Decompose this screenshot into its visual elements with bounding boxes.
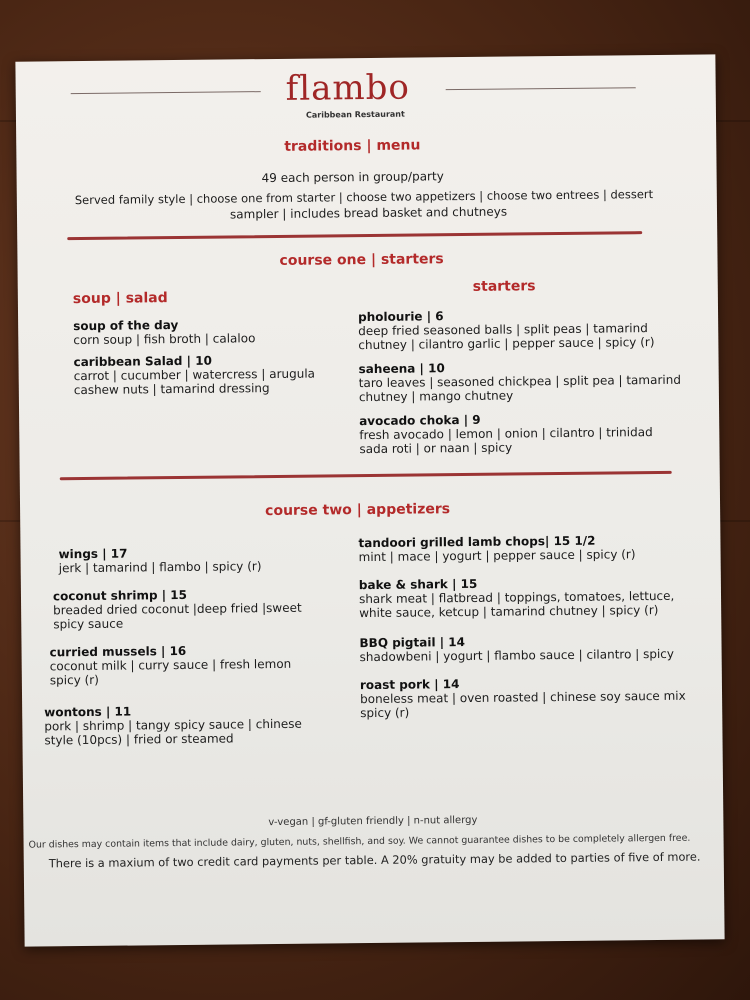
menu-item-desc: jerk | tamarind | flambo | spicy (r): [58, 559, 262, 576]
menu-item-desc: carrot | cucumber | watercress | arugula: [73, 366, 316, 384]
service-description-2: sampler | includes bread basket and chutneys: [229, 204, 508, 222]
menu-item-desc: fresh avocado | lemon | onion | cilantro | trinidad: [359, 425, 653, 443]
menu-item-name: caribbean Salad | 10: [73, 353, 212, 370]
soup-salad-heading: soup | salad: [72, 290, 168, 308]
menu-item-desc: chutney | mango chutney: [358, 388, 514, 405]
menu-item-desc: breaded dried coconut |deep fried |sweet: [53, 600, 302, 618]
menu-item: [359, 359, 682, 404]
course-one-title: course one | starters: [279, 251, 444, 269]
menu-item-name: BBQ pigtail | 14: [359, 635, 466, 651]
menu-item: [53, 587, 302, 632]
menu-item-desc: spicy (r): [360, 705, 410, 721]
menu-item-name: coconut shrimp | 15: [52, 587, 188, 604]
section-divider: [67, 231, 642, 240]
menu-item-name: soup of the day: [73, 317, 179, 334]
menu-item-desc: corn soup | fish broth | calaloo: [73, 331, 256, 348]
menu-item: [44, 703, 302, 748]
header-rule-right: [446, 87, 636, 90]
menu-item: [73, 317, 255, 347]
menu-item-name: wontons | 11: [44, 704, 132, 720]
menu-item-desc: taro leaves | seasoned chickpea | split pea | tamarind: [358, 372, 681, 391]
dietary-legend: v-vegan | gf-gluten friendly | n-nut allergy: [268, 814, 478, 829]
course-two-title: course two | appetizers: [265, 501, 451, 520]
logo: flambo: [285, 67, 411, 109]
menu-item-desc: boneless meat | oven roasted | chinese soy sauce mix: [360, 688, 686, 707]
logo-subtitle: Caribbean Restaurant: [305, 109, 405, 120]
price-line: 49 each person in group/party: [261, 169, 444, 186]
menu-item-name: curried mussels | 16: [49, 643, 187, 660]
menu-item: [359, 575, 675, 620]
menu-item-desc: mint | mace | yogurt | pepper sauce | spicy (r): [358, 547, 636, 565]
menu-item: [58, 545, 261, 575]
starters-heading: starters: [472, 278, 536, 295]
menu-sheet: [15, 54, 724, 946]
menu-item-desc: shark meat | flatbread | toppings, tomatoes, lettuce,: [358, 588, 675, 607]
menu-item-desc: sada roti | or naan | spicy: [359, 440, 513, 457]
menu-item-desc: cashew nuts | tamarind dressing: [73, 381, 270, 398]
menu-item: [359, 411, 653, 456]
menu-item-desc: pork | shrimp | tangy spicy sauce | chinese: [44, 716, 302, 734]
menu-item-desc: chutney | cilantro garlic | pepper sauce | spicy (r): [358, 335, 655, 353]
menu-item-desc: style (10pcs) | fried or steamed: [44, 731, 234, 748]
section-divider: [60, 471, 672, 480]
menu-item-desc: shadowbeni | yogurt | flambo sauce | cilantro | spicy: [359, 646, 675, 665]
menu-item: [358, 307, 655, 352]
menu-item-name: avocado choka | 9: [359, 412, 481, 429]
service-description: Served family style | choose one from starter | choose two appetizers | choose two entrees | dessert: [74, 187, 654, 208]
menu-item: [359, 633, 674, 664]
menu-item: [49, 643, 291, 688]
menu-item-name: saheena | 10: [358, 361, 445, 377]
menu-title: traditions | menu: [284, 137, 421, 155]
header-rule-left: [71, 91, 261, 94]
menu-item-name: roast pork | 14: [359, 677, 460, 693]
menu-item-name: bake & shark | 15: [358, 576, 478, 593]
allergen-notice: Our dishes may contain items that include dairy, gluten, nuts, shellfish, and soy. We cannot guarantee dishes to be completely allergen free.: [28, 832, 691, 851]
menu-item-desc: spicy sauce: [53, 616, 124, 632]
menu-item: [358, 533, 635, 564]
menu-item: [73, 353, 315, 398]
menu-item-name: pholourie | 6: [358, 309, 444, 325]
menu-item-desc: white sauce, ketcup | tamarind chutney | spicy (r): [359, 602, 659, 621]
menu-item-name: wings | 17: [58, 546, 128, 562]
menu-item-desc: coconut milk | curry sauce | fresh lemon: [49, 656, 292, 674]
menu-item: [360, 675, 686, 720]
menu-item-desc: spicy (r): [49, 672, 99, 688]
menu-item-desc: deep fried seasoned balls | split peas | tamarind: [358, 321, 648, 339]
payment-notice: There is a maxium of two credit card payments per table. A 20% gratuity may be added to parties of five of more.: [48, 849, 701, 871]
menu-item-name: tandoori grilled lamb chops| 15 1/2: [358, 533, 596, 551]
